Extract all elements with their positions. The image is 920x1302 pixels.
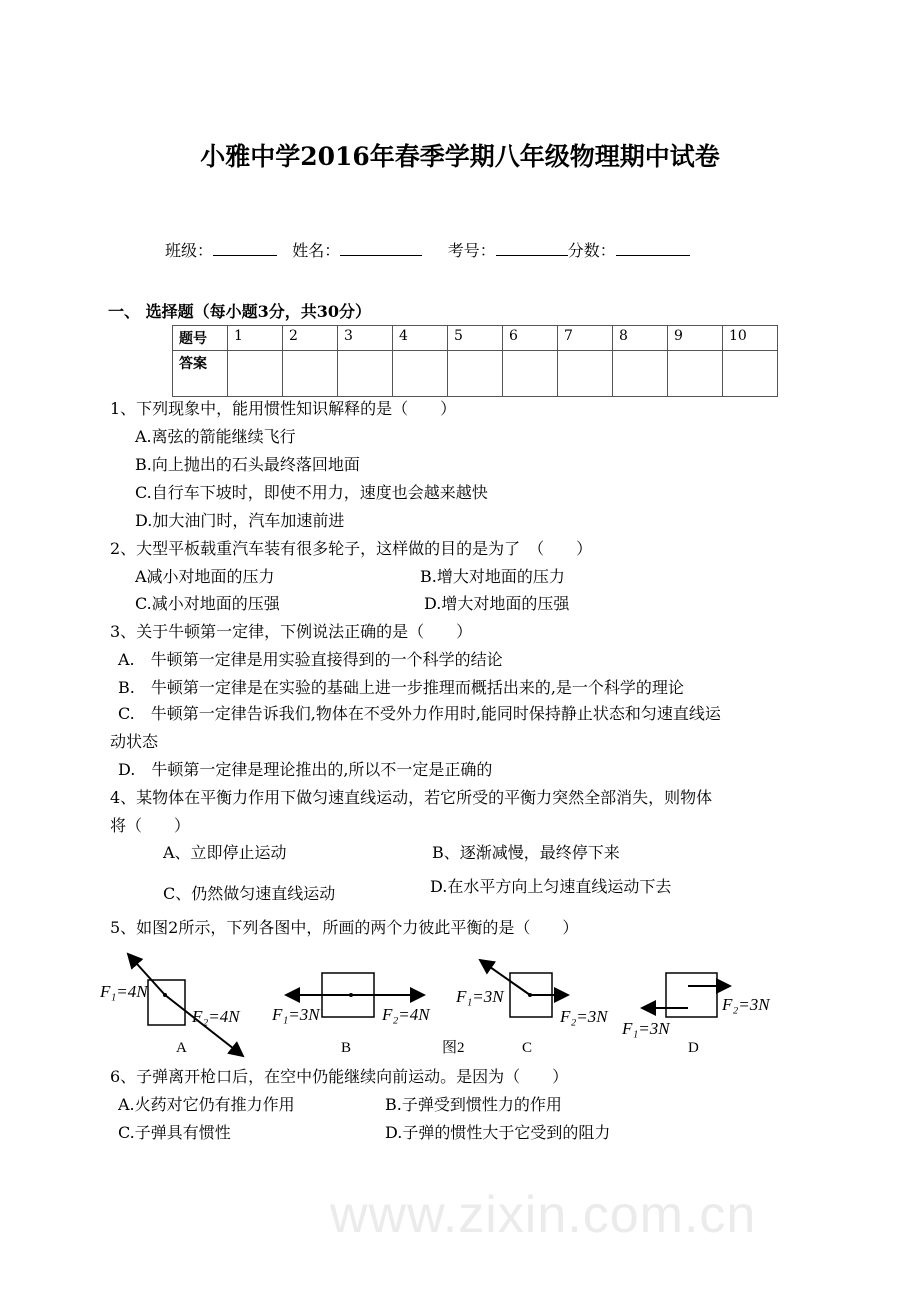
figure-caption: 图2 <box>442 1040 465 1056</box>
number-cell: 6 <box>503 326 558 351</box>
question-stem: 1、下列现象中，能用惯性知识解释的是（ ） <box>110 399 457 418</box>
student-info-line <box>165 240 690 261</box>
answer-cell[interactable] <box>228 351 283 397</box>
answer-cell[interactable] <box>338 351 393 397</box>
option: D.在水平方向上匀速直线运动下去 <box>430 877 672 896</box>
score-label: 分数： <box>567 241 616 260</box>
force-diagram-figure <box>100 950 780 1060</box>
answer-cell[interactable] <box>613 351 668 397</box>
option: A.离弦的箭能继续飞行 <box>135 427 296 446</box>
number-cell: 9 <box>668 326 723 351</box>
number-cell: 1 <box>228 326 283 351</box>
panel-a-label: A <box>176 1040 187 1056</box>
number-cell: 2 <box>283 326 338 351</box>
panel-b-label: B <box>341 1040 352 1056</box>
watermark: www.zixin.com.cn <box>330 1186 757 1244</box>
option: A、立即停止运动 <box>163 843 287 862</box>
id-label: 考号： <box>447 241 496 260</box>
option: D. 牛顿第一定律是理论推出的,所以不一定是正确的 <box>118 760 493 779</box>
answer-cell[interactable] <box>393 351 448 397</box>
panel-d-f1: F₁=3N <box>622 1019 670 1038</box>
answer-cell[interactable] <box>448 351 503 397</box>
answer-table <box>172 325 778 397</box>
option: B. 牛顿第一定律是在实验的基础上进一步推理而概括出来的,是一个科学的理论 <box>118 678 684 697</box>
answer-cell[interactable] <box>723 351 778 397</box>
name-label: 姓名： <box>292 241 341 260</box>
option: C. 牛顿第一定律告诉我们,物体在不受外力作用时,能同时保持静止状态和匀速直线运 <box>118 704 721 723</box>
option: B.向上抛出的石头最终落回地面 <box>135 455 360 474</box>
option: C、仍然做匀速直线运动 <box>163 884 336 903</box>
panel-c-label: C <box>522 1040 533 1056</box>
number-cell: 4 <box>393 326 448 351</box>
panel-d <box>621 973 771 1056</box>
answer-cell[interactable] <box>503 351 558 397</box>
header-cell: 答案 <box>173 351 228 397</box>
panel-b <box>271 973 431 1056</box>
panel-d-f2: F₂=3N <box>722 995 770 1014</box>
panel-c-f1: F₁=3N <box>456 987 504 1006</box>
panel-c <box>455 960 609 1056</box>
option: C.减小对地面的压强 <box>135 594 280 613</box>
option: A. 牛顿第一定律是用实验直接得到的一个科学的结论 <box>118 650 503 669</box>
number-cell: 8 <box>613 326 668 351</box>
panel-c-f2: F₂=3N <box>560 1007 608 1026</box>
question-stem: 2、大型平板载重汽车装有很多轮子，这样做的目的是为了 （ ） <box>110 539 593 558</box>
option: B、逐渐减慢，最终停下来 <box>432 843 620 862</box>
section-heading: 一、 选择题（每小题3分，共30分） <box>108 302 371 321</box>
name-field[interactable] <box>340 240 422 256</box>
panel-b-f2: F₂=4N <box>382 1005 430 1024</box>
option: B.增大对地面的压力 <box>420 567 565 586</box>
answer-cell[interactable] <box>668 351 723 397</box>
question-stem: 4、某物体在平衡力作用下做匀速直线运动，若它所受的平衡力突然全部消失，则物体 <box>110 788 713 807</box>
panel-a-f1: F₁=4N <box>100 982 148 1001</box>
option: A.火药对它仍有推力作用 <box>118 1095 295 1114</box>
number-cell: 10 <box>723 326 778 351</box>
answer-cell[interactable] <box>283 351 338 397</box>
option: D.增大对地面的压强 <box>424 594 570 613</box>
question-stem: 5、如图2所示，下列各图中，所画的两个力彼此平衡的是（ ） <box>110 918 579 937</box>
panel-d-label: D <box>688 1040 699 1056</box>
option: C.自行车下坡时，即使不用力，速度也会越来越快 <box>135 483 488 502</box>
number-cell: 5 <box>448 326 503 351</box>
question-stem: 6、子弹离开枪口后，在空中仍能继续向前运动。是因为（ ） <box>110 1067 569 1086</box>
number-cell: 3 <box>338 326 393 351</box>
id-field[interactable] <box>496 240 568 256</box>
option: C.子弹具有惯性 <box>118 1123 231 1142</box>
panel-a-f2: F₂=4N <box>192 1007 240 1026</box>
option: D.加大油门时，汽车加速前进 <box>135 511 345 530</box>
score-field[interactable] <box>616 240 690 256</box>
answer-cell[interactable] <box>558 351 613 397</box>
question-stem-continued: 将（ ） <box>110 816 191 835</box>
header-cell: 题号 <box>173 326 228 351</box>
panel-a <box>100 954 243 1056</box>
question-stem: 3、关于牛顿第一定律，下例说法正确的是（ ） <box>110 622 473 641</box>
option: B.子弹受到惯性力的作用 <box>385 1095 562 1114</box>
class-field[interactable] <box>213 240 277 256</box>
class-label: 班级： <box>165 241 214 260</box>
option: D.子弹的惯性大于它受到的阻力 <box>385 1123 611 1142</box>
exam-title: 小雅中学2016年春季学期八年级物理期中试卷 <box>200 142 720 171</box>
option-continued: 动状态 <box>110 732 159 751</box>
panel-b-f1: F₁=3N <box>272 1005 320 1024</box>
number-cell: 7 <box>558 326 613 351</box>
option: A减小对地面的压力 <box>135 567 275 586</box>
